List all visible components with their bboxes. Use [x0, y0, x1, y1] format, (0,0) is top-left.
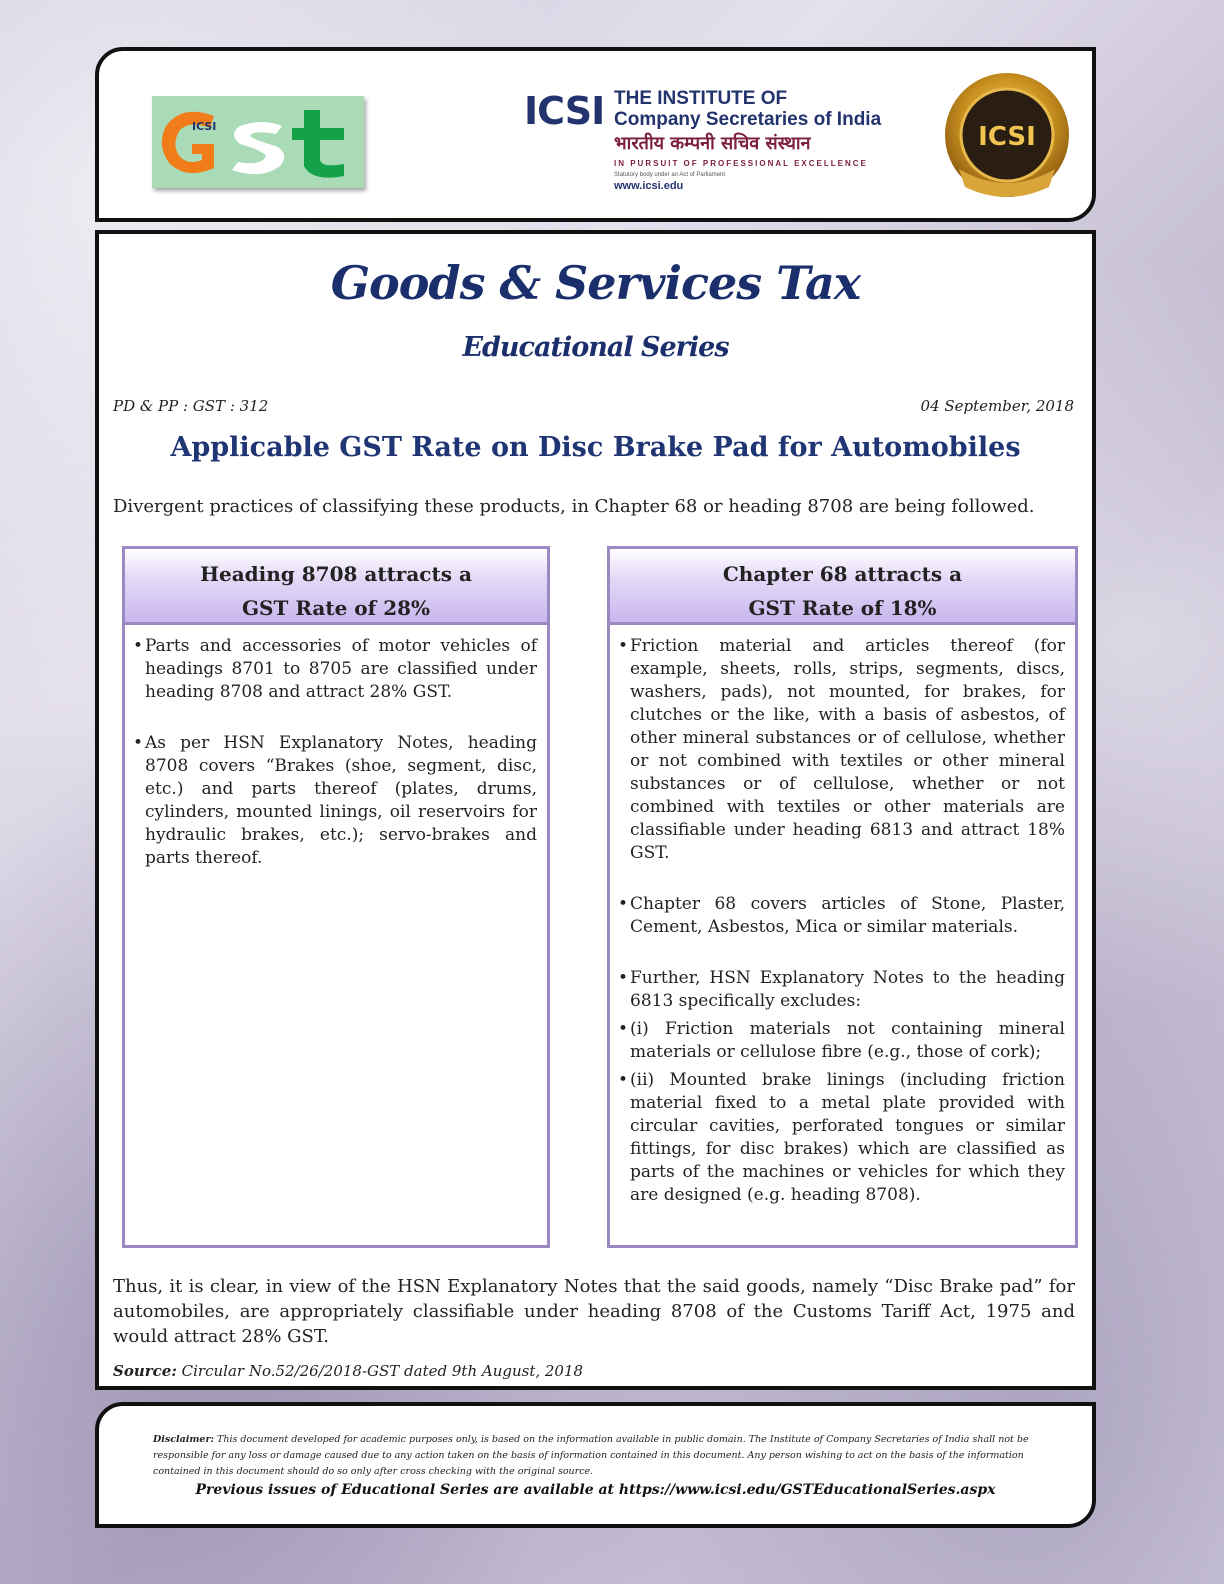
- bullet-item: • Further, HSN Explanatory Notes to the heading 6813 specifically excludes:: [620, 967, 1065, 1013]
- bullet-item: • Parts and accessories of motor vehicles of headings 8701 to 8705 are classified under heading 8708 and attract 28% GST.: [135, 635, 537, 704]
- bullet-item: • (ii) Mounted brake linings (including friction material fixed to a metal plate provided with circular cavities, perforated tongues or similar fittings, for disc brakes) which are classified as parts of the machines or vehicles for which they are designed (e.g. heading 8708).: [620, 1069, 1065, 1207]
- gst-logo-graphic: [152, 96, 364, 188]
- reference-number: PD & PP : GST : 312: [113, 397, 269, 415]
- icsi-motto: IN PURSUIT OF PROFESSIONAL EXCELLENCE: [614, 159, 868, 168]
- column-header-line1: Chapter 68 attracts a: [722, 562, 963, 586]
- column-header: [125, 549, 547, 625]
- publication-date: 04 September, 2018: [920, 397, 1074, 415]
- icsi-logo: [524, 84, 894, 209]
- conclusion-paragraph: Thus, it is clear, in view of the HSN Explanatory Notes that the said goods, namely “Disc Brake pad” for automobiles, are appropriately classifiable under heading 8708 of the Customs Tariff Act, 1975 and would attract 28% GST.: [113, 1276, 1075, 1347]
- bullet-item: • (i) Friction materials not containing mineral materials or cellulose fibre (e.g., those of cork);: [620, 1018, 1065, 1064]
- column-body: [125, 625, 547, 870]
- golden-jubilee-seal: [937, 69, 1077, 209]
- icsi-name-line2: Company Secretaries of India: [614, 109, 882, 130]
- column-header-line2: GST Rate of 28%: [241, 596, 431, 620]
- document-title: Goods & Services Tax: [330, 256, 861, 310]
- column-header-line1: Heading 8708 attracts a: [200, 562, 472, 586]
- column-body: [610, 625, 1075, 1207]
- bullet-item: • As per HSN Explanatory Notes, heading 8708 covers “Brakes (shoe, segment, disc, etc.) and parts thereof (plates, drums, cylinders, mounted linings, oil reservoirs for hydraulic brakes, etc.); servo-brakes and parts thereof.: [135, 732, 537, 870]
- gst-logo-badge: ICSI: [192, 120, 217, 133]
- source-line: [113, 1362, 583, 1380]
- gst-logo: [152, 96, 364, 188]
- seal-text: ICSI: [978, 122, 1036, 152]
- icsi-statutory-note: Statutory body under an Act of Parliament: [614, 172, 726, 178]
- gst-logo-text: GSt: [302, 185, 306, 187]
- intro-paragraph: Divergent practices of classifying these products, in Chapter 68 or heading 8708 are being followed.: [113, 496, 1035, 517]
- source-text: Circular No.52/26/2018-GST dated 9th August, 2018: [181, 1362, 584, 1380]
- disclaimer-label: Disclaimer:: [153, 1434, 214, 1445]
- heading-8708-column: [122, 546, 550, 1248]
- bullet-item: • Chapter 68 covers articles of Stone, Plaster, Cement, Asbestos, Mica or similar materials.: [620, 893, 1065, 939]
- icsi-website: www.icsi.edu: [614, 180, 684, 192]
- previous-issues-link[interactable]: Previous issues of Educational Series are available at https://www.icsi.edu/GSTEducationalSeries.aspx: [195, 1482, 996, 1498]
- icsi-text-block: [614, 89, 904, 193]
- chapter-68-column: [607, 546, 1078, 1248]
- column-header: [610, 549, 1075, 625]
- bullet-item: • Friction material and articles thereof (for example, sheets, rolls, strips, segments, discs, washers, pads), not mounted, for brakes, for clutches or the like, with a basis of asbestos, of other mineral substances or of cellulose, whether or not combined with textiles or other mineral substances or of cellulose, whether or not combined with textiles or other materials are classifiable under heading 6813 and attract 18% GST.: [620, 635, 1065, 865]
- document-subtitle: Educational Series: [462, 332, 729, 363]
- icsi-hindi-name: भारतीय कम्पनी सचिव संस्थान: [614, 133, 811, 154]
- icsi-mark: ICSI: [524, 89, 605, 133]
- icsi-name-line1: THE INSTITUTE OF: [614, 88, 788, 109]
- main-content-box: [95, 230, 1096, 1390]
- article-heading: Applicable GST Rate on Disc Brake Pad for Automobiles: [170, 432, 1021, 463]
- disclaimer: [153, 1432, 1053, 1480]
- footer-box: [95, 1402, 1096, 1528]
- header-box: [95, 47, 1096, 222]
- seal-icon: [937, 69, 1077, 209]
- source-label: Source:: [113, 1362, 177, 1380]
- column-header-line2: GST Rate of 18%: [748, 596, 937, 620]
- disclaimer-text: This document developed for academic purposes only, is based on the information available in public domain. The Institute of Company Secretaries of India shall not be responsible for any loss or damage caused due to any action taken on the basis of information contained in this document. Any person wishing to act on the basis of the information contained in this document should do so only after cross checking with the original source.: [153, 1434, 1029, 1477]
